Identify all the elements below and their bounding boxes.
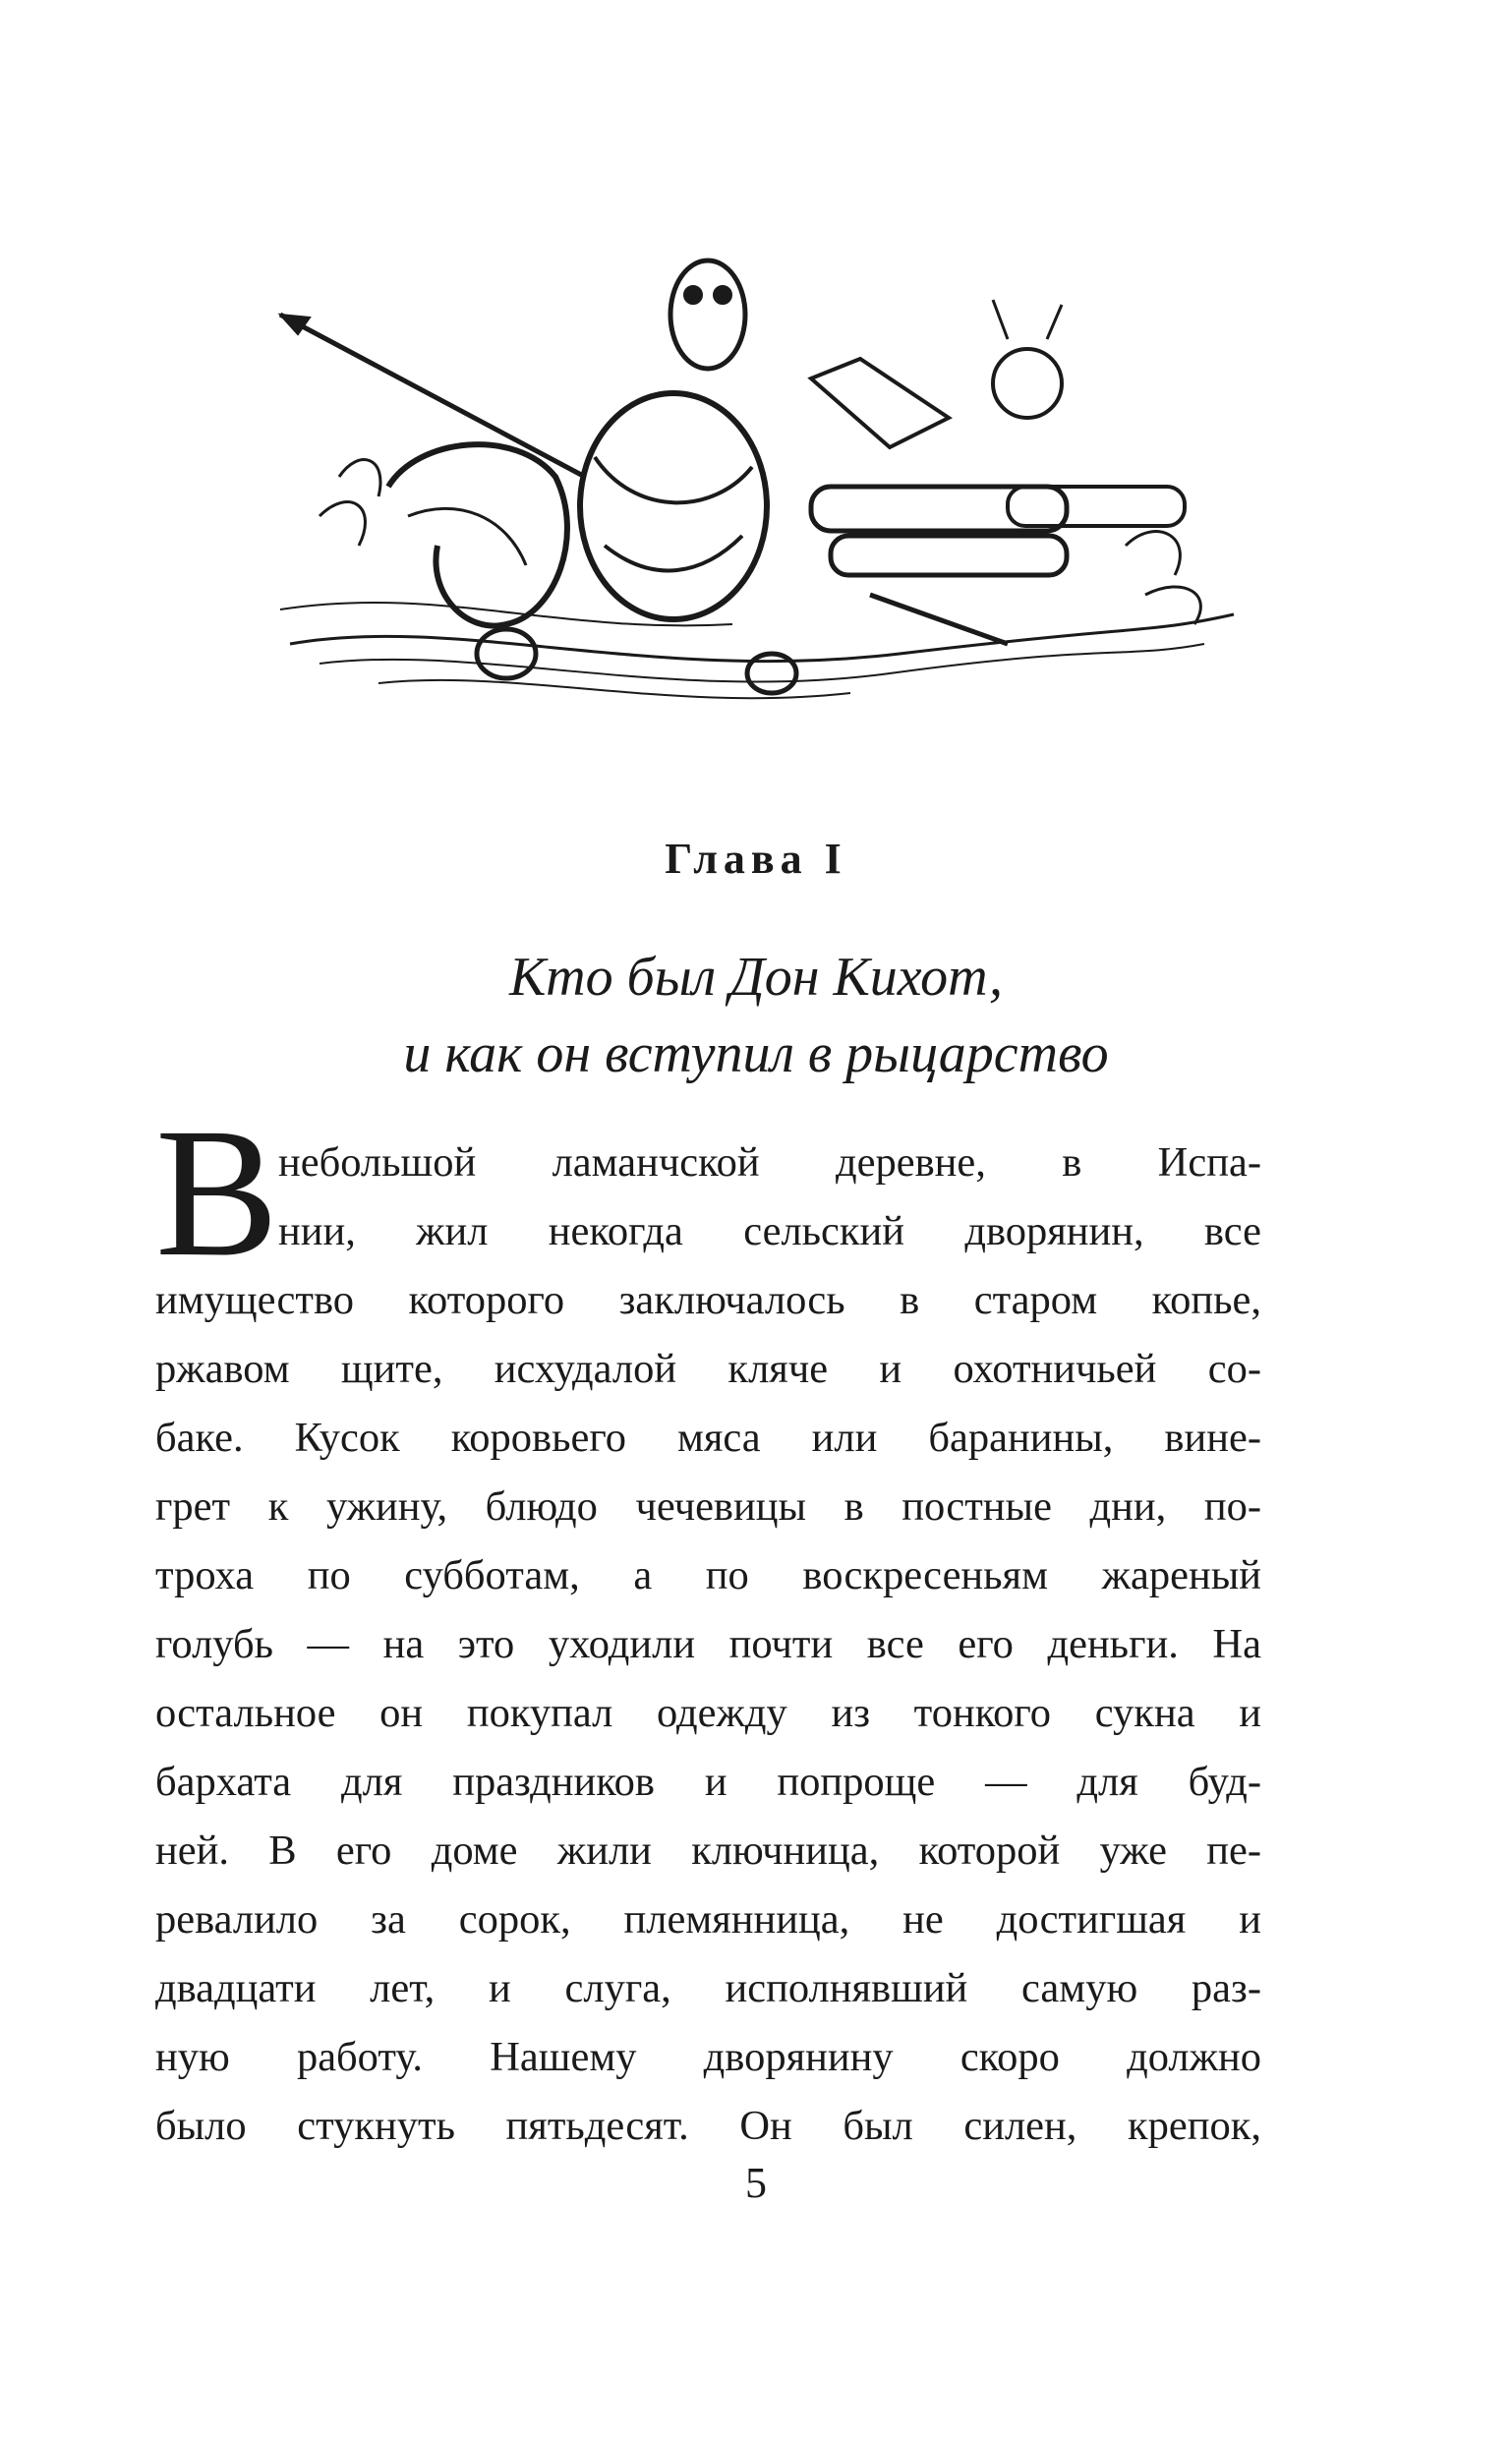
engraved-vignette-illustration (261, 221, 1244, 732)
text-line: бархата для праздников и попроще — для буд- (155, 1759, 1261, 1805)
text-line: ней. В его доме жили ключница, которой уже пе- (155, 1828, 1261, 1874)
text-line: ревалило за сорок, племянница, не достигшая и (155, 1896, 1261, 1943)
chapter-title (0, 939, 1512, 1092)
chapter-number: Глава I (665, 835, 847, 883)
page-number: 5 (745, 2159, 767, 2207)
body-text (155, 1129, 1261, 2161)
text-line: было стукнуть пятьдесят. Он был силен, крепок, (155, 2103, 1261, 2149)
text-line: имущество которого заключалось в старом копье, (155, 1277, 1261, 1323)
text-line: двадцати лет, и слуга, исполнявший самую раз- (155, 1965, 1261, 2011)
text-line: нии, жил некогда сельский дворянин, все (278, 1208, 1261, 1254)
text-line: ную работу. Нашему дворянину скоро должно (155, 2034, 1261, 2080)
text-line: баке. Кусок коровьего мяса или баранины, вине- (155, 1415, 1261, 1461)
text-line: ржавом щите, исхудалой кляче и охотничьей со- (155, 1346, 1261, 1392)
chapter-title-line: Кто был Дон Кихот, (508, 947, 1004, 1008)
text-line: голубь — на это уходили почти все его деньги. На (155, 1621, 1261, 1667)
text-line: троха по субботам, а по воскресеньям жареный (155, 1552, 1261, 1598)
drop-cap-letter: В (155, 1089, 279, 1295)
text-line: грет к ужину, блюдо чечевицы в постные дни, по- (155, 1483, 1261, 1530)
text-line: остальное он покупал одежду из тонкого сукна и (155, 1690, 1261, 1736)
text-line: небольшой ламанчской деревне, в Испа- (278, 1139, 1261, 1186)
chapter-title-line: и как он вступил в рыцарство (403, 1023, 1109, 1084)
